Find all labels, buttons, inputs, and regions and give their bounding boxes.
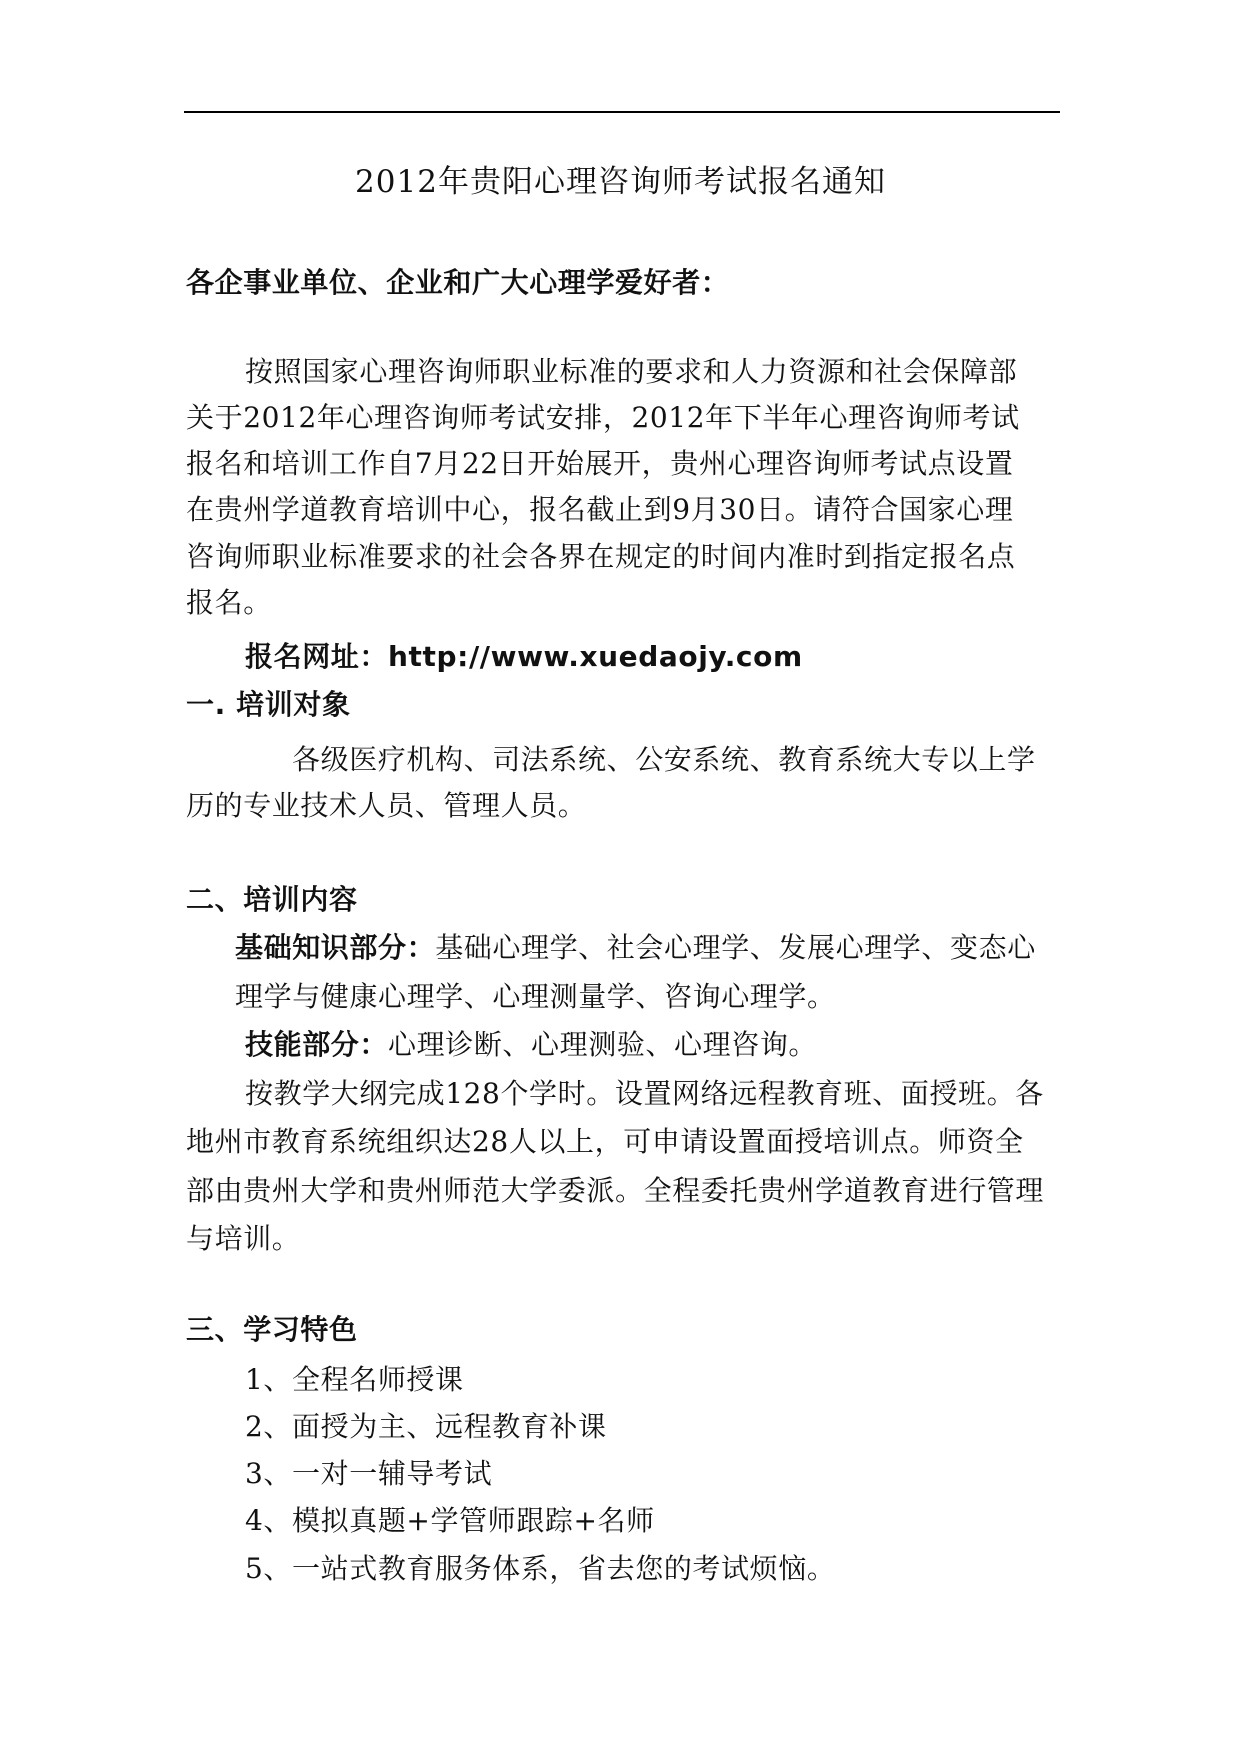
section2-para-line: 按教学大纲完成128个学时。设置网络远程教育班、面授班。各 — [245, 1077, 1044, 1110]
section2-heading: 二、培训内容 — [186, 883, 358, 916]
basic-knowledge-line — [235, 928, 1036, 968]
section1-line: 各级医疗机构、司法系统、公安系统、教育系统大专以上学 — [292, 743, 1036, 776]
section1-heading: 一. 培训对象 — [186, 688, 351, 721]
website-line — [245, 637, 803, 677]
website-label: 报名网址： — [245, 640, 389, 673]
intro-line: 关于2012年心理咨询师考试安排，2012年下半年心理咨询师考试 — [186, 401, 1020, 434]
salutation: 各企事业单位、企业和广大心理学爱好者： — [186, 266, 730, 299]
section3-heading: 三、学习特色 — [186, 1313, 358, 1346]
basic-knowledge-line-cont: 理学与健康心理学、心理测量学、咨询心理学。 — [235, 980, 836, 1013]
section1-line: 历的专业技术人员、管理人员。 — [186, 789, 587, 822]
intro-line: 咨询师职业标准要求的社会各界在规定的时间内准时到指定报名点 — [186, 540, 1016, 573]
intro-line: 报名和培训工作自7月22日开始展开，贵州心理咨询师考试点设置 — [186, 447, 1014, 480]
basic-knowledge-label: 基础知识部分： — [235, 931, 436, 964]
intro-line: 按照国家心理咨询师职业标准的要求和人力资源和社会保障部 — [245, 355, 1018, 388]
feature-list-item: 1、全程名师授课 — [245, 1363, 464, 1396]
intro-line: 报名。 — [186, 586, 272, 619]
document-title: 2012年贵阳心理咨询师考试报名通知 — [355, 164, 886, 200]
header-rule — [184, 111, 1060, 113]
skill-text: 心理诊断、心理测验、心理咨询。 — [388, 1028, 818, 1061]
intro-line: 在贵州学道教育培训中心，报名截止到9月30日。请符合国家心理 — [186, 493, 1014, 526]
feature-list-item: 4、模拟真题+学管师跟踪+名师 — [245, 1504, 655, 1537]
feature-list-item: 2、面授为主、远程教育补课 — [245, 1410, 607, 1443]
skill-label: 技能部分： — [245, 1028, 389, 1061]
feature-list-item: 5、一站式教育服务体系，省去您的考试烦恼。 — [245, 1552, 836, 1585]
feature-list-item: 3、一对一辅导考试 — [245, 1457, 493, 1490]
section2-para-line: 部由贵州大学和贵州师范大学委派。全程委托贵州学道教育进行管理 — [186, 1174, 1045, 1207]
basic-knowledge-text: 基础心理学、社会心理学、发展心理学、变态心 — [435, 931, 1036, 964]
skill-line — [245, 1025, 817, 1065]
section2-para-line: 与培训。 — [186, 1222, 301, 1255]
website-url[interactable]: http://www.xuedaojy.com — [388, 640, 803, 673]
section2-para-line: 地州市教育系统组织达28人以上，可申请设置面授培训点。师资全 — [186, 1125, 1024, 1158]
